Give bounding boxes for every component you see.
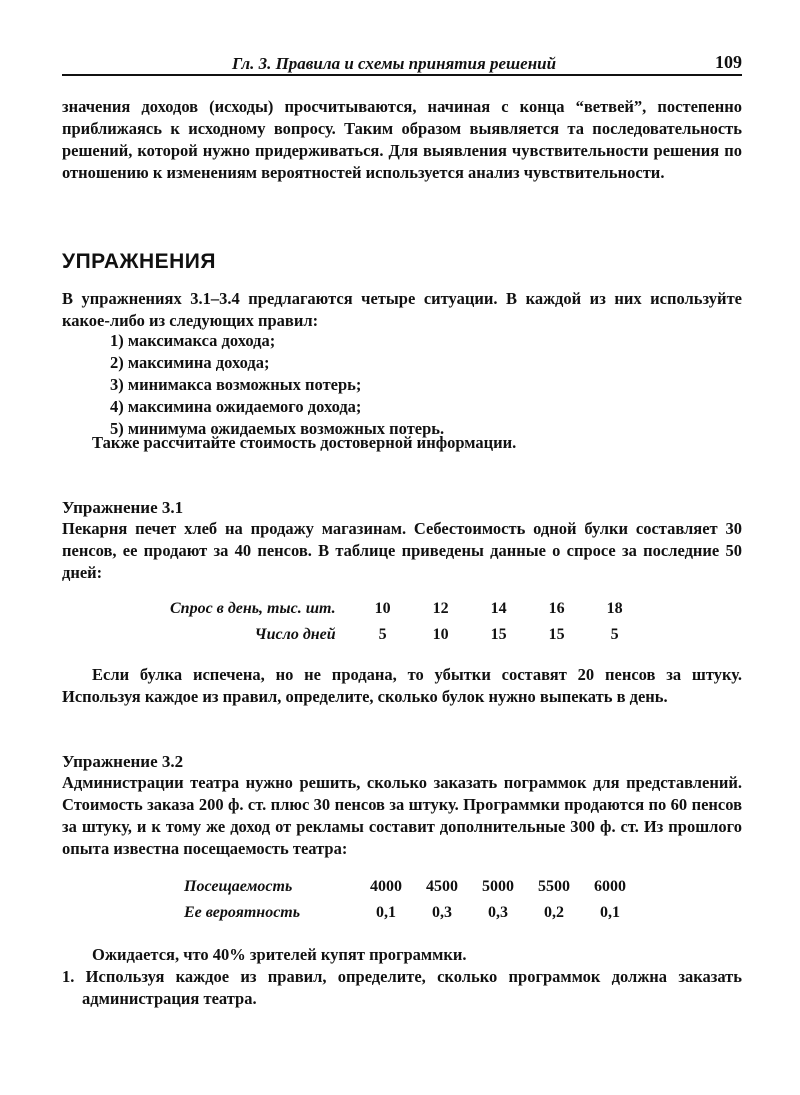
table-cell: 10 xyxy=(374,600,391,617)
table-cell: 5000 xyxy=(482,878,514,895)
exercises-intro: В упражнениях 3.1–3.4 предлагаются четыре ситуации. В каждой из них используйте какое-либо из следующих правил: xyxy=(62,289,742,330)
table-cell: 0,1 xyxy=(376,904,396,921)
table-cell: 0,1 xyxy=(600,904,620,921)
table-cell: 15 xyxy=(490,626,507,643)
table-cell: 15 xyxy=(548,626,565,643)
exercise-3-2-text: Администрации театра нужно решить, сколько заказать пограммок для представлений. Стоимость заказа 200 ф. ст. плюс 30 пенсов за штуку. Программки продаются по 60 пенсов за штуку, и к тому же доход от рекламы составит дополнительные 300 ф. ст. Из прошлого опыта известна посещаемость театра: xyxy=(62,773,742,858)
table-cell: 6000 xyxy=(594,878,626,895)
exercise-3-2-after: Ожидается, что 40% зрителей купят программки. xyxy=(92,945,467,964)
table-cell: 16 xyxy=(548,600,565,617)
exercise-3-2-task-1: 1. Используя каждое из правил, определите, сколько программок должна заказать администрация театра. xyxy=(62,967,742,1008)
running-header xyxy=(62,52,742,78)
rules-footer: Также рассчитайте стоимость достоверной информации. xyxy=(92,433,517,452)
list-item: 2) максимина дохода; xyxy=(110,353,270,372)
row-label: Число дней xyxy=(254,626,336,643)
attendance-table xyxy=(184,874,638,926)
table-cell: 0,2 xyxy=(544,904,564,921)
exercises-heading: УПРАЖНЕНИЯ xyxy=(62,250,216,273)
table-cell: 5 xyxy=(378,626,387,643)
list-item: 4) максимина ожидаемого дохода; xyxy=(110,397,362,416)
exercise-3-1-title: Упражнение 3.1 xyxy=(62,498,184,517)
table-cell: 0,3 xyxy=(488,904,508,921)
row-label: Посещаемость xyxy=(184,878,293,895)
list-item: 5) минимума ожидаемых возможных потерь. xyxy=(110,419,445,438)
page-number: 109 xyxy=(715,52,742,72)
table-row xyxy=(170,622,644,648)
intro-paragraph: значения доходов (исходы) просчитываются, начиная с конца “ветвей”, постепенно приближаясь к исходному вопросу. Таким образом выявляется та последовательность решений, которой нужно придерживаться. Для выявления чувствительности решения по отношению к изменениям вероятностей используется анализ чувствительности. xyxy=(62,97,742,182)
table-cell: 14 xyxy=(490,600,507,617)
demand-table xyxy=(170,596,644,648)
rules-list xyxy=(110,330,710,440)
row-label: Ее вероятность xyxy=(184,904,301,921)
table-cell: 10 xyxy=(432,626,449,643)
chapter-title: Гл. 3. Правила и схемы принятия решений xyxy=(232,54,557,73)
table-cell: 5 xyxy=(610,626,619,643)
table-row xyxy=(170,596,644,622)
table-cell: 12 xyxy=(432,600,449,617)
exercise-3-1-text: Пекарня печет хлеб на продажу магазинам. Себестоимость одной булки составляет 30 пенсов, ее продают за 40 пенсов. В таблице приведены данные о спросе за последние 50 дней: xyxy=(62,519,742,582)
header-rule xyxy=(62,74,742,76)
table-cell: 4000 xyxy=(370,878,402,895)
table-row xyxy=(184,900,638,926)
table-cell: 0,3 xyxy=(432,904,452,921)
table-cell: 4500 xyxy=(426,878,458,895)
list-item: 1) максимакса дохода; xyxy=(110,331,276,350)
table-cell: 5500 xyxy=(538,878,570,895)
exercise-3-1-after: Если булка испечена, но не продана, то убытки составят 20 пенсов за штуку. Используя каждое из правил, определите, сколько булок нужно выпекать в день. xyxy=(62,665,742,706)
table-row xyxy=(184,874,638,900)
exercise-3-2-title: Упражнение 3.2 xyxy=(62,752,184,771)
table-cell: 18 xyxy=(606,600,623,617)
list-item: 3) минимакса возможных потерь; xyxy=(110,375,362,394)
row-label: Спрос в день, тыс. шт. xyxy=(170,600,336,617)
